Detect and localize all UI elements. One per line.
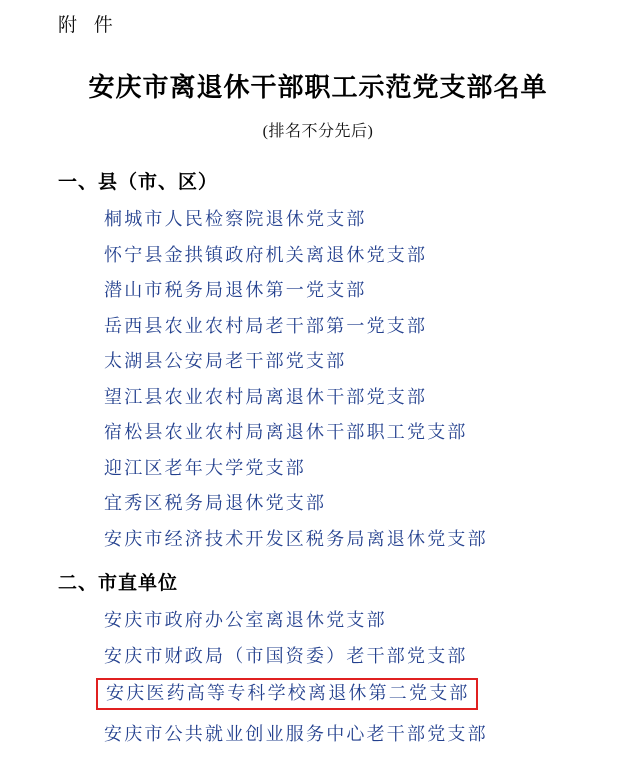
list-item: 迎江区老年大学党支部 bbox=[104, 457, 306, 478]
list-item: 安庆市财政局（市国资委）老干部党支部 bbox=[104, 645, 468, 666]
list-item: 望江县农业农村局离退休干部党支部 bbox=[104, 386, 428, 407]
attachment-label: 附 件 bbox=[58, 15, 119, 36]
list-item: 安庆市公共就业创业服务中心老干部党支部 bbox=[104, 723, 488, 744]
section-heading-counties: 一、县（市、区） bbox=[58, 172, 219, 193]
highlighted-entry: 安庆医药高等专科学校离退休第二党支部 bbox=[96, 678, 478, 710]
list-item: 太湖县公安局老干部党支部 bbox=[104, 351, 347, 371]
list-item: 宜秀区税务局退休党支部 bbox=[104, 493, 327, 513]
section-heading-city-units: 二、市直单位 bbox=[58, 573, 179, 594]
entry-list-counties bbox=[44, 208, 592, 550]
page-subtitle: (排名不分先后) bbox=[262, 123, 374, 140]
list-item: 潜山市税务局退休第一党支部 bbox=[104, 280, 367, 300]
list-item: 桐城市人民检察院退休党支部 bbox=[104, 209, 367, 229]
document-page bbox=[0, 10, 636, 769]
entry-list-city-units bbox=[44, 609, 592, 745]
list-item: 安庆市政府办公室离退休党支部 bbox=[104, 610, 387, 630]
list-item: 岳西县农业农村局老干部第一党支部 bbox=[104, 315, 428, 336]
list-item: 安庆市经济技术开发区税务局离退休党支部 bbox=[104, 528, 488, 549]
list-item: 宿松县农业农村局离退休干部职工党支部 bbox=[104, 422, 468, 442]
page-title: 安庆市离退休干部职工示范党支部名单 bbox=[88, 73, 548, 102]
list-item: 怀宁县金拱镇政府机关离退休党支部 bbox=[104, 244, 428, 265]
list-item-highlighted-wrapper bbox=[44, 667, 592, 710]
